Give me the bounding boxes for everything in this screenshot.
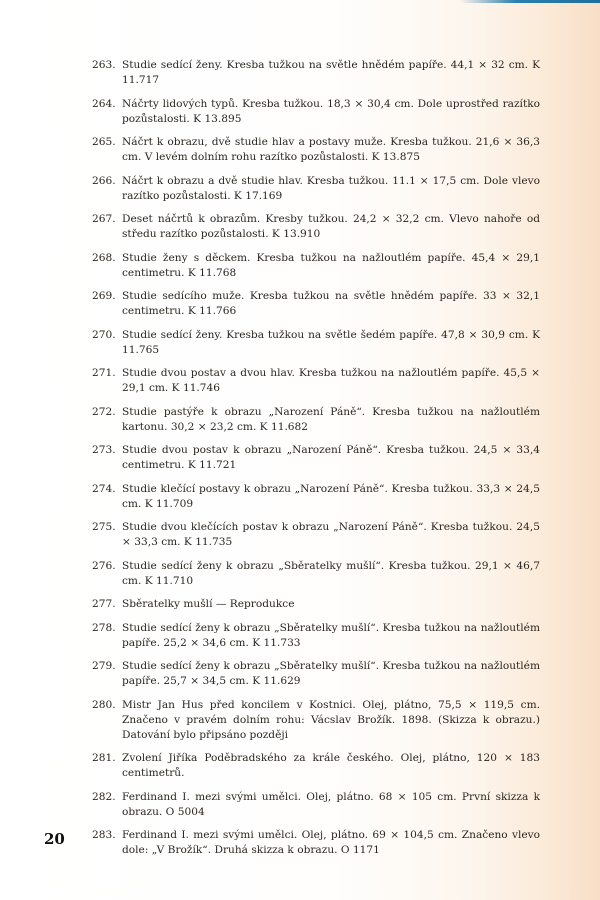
catalog-entry — [92, 366, 540, 396]
catalog-entry — [92, 559, 540, 589]
catalog-entry — [92, 58, 540, 88]
entry-number: 275. — [92, 521, 116, 533]
entry-number: 271. — [92, 367, 116, 379]
catalog-list — [92, 58, 540, 867]
entry-number: 263. — [92, 59, 116, 71]
entry-text: Ferdinand I. mezi svými umělci. Olej, plátno. 68 × 105 cm. První skizza k obrazu. O 5004 — [122, 790, 540, 818]
entry-number: 273. — [92, 444, 116, 456]
page-number: 20 — [44, 830, 65, 848]
catalog-entry — [92, 659, 540, 689]
catalog-entry — [92, 621, 540, 651]
catalog-entry — [92, 174, 540, 204]
entry-number: 266. — [92, 174, 116, 187]
catalog-entry — [92, 289, 540, 319]
entry-number: 281. — [92, 752, 116, 764]
entry-text: Studie sedícího muže. Kresba tužkou na světle hnědém papíře. 33 × 32,1 centimetru. K 11.766 — [122, 290, 540, 317]
page-edge-decoration — [460, 0, 600, 3]
entry-text: Studie pastýře k obrazu „Narození Páně“. Kresba tužkou na nažloutlém kartonu. 30,2 × 23,2 cm. K 11.682 — [122, 405, 540, 433]
entry-text: Studie sedící ženy k obrazu „Sběratelky mušlí“. Kresba tužkou na nažloutlém papíře. 25,2 × 34,6 cm. K 11.733 — [122, 621, 540, 649]
entry-number: 276. — [92, 559, 116, 572]
catalog-entry — [92, 698, 540, 743]
entry-text: Náčrt k obrazu a dvě studie hlav. Kresba tužkou. 11.1 × 17,5 cm. Dole vlevo razítko pozůstalosti. K 17.169 — [122, 174, 540, 202]
catalog-entry — [92, 405, 540, 435]
entry-text: Náčrt k obrazu, dvě studie hlav a postavy muže. Kresba tužkou. 21,6 × 36,3 cm. V levém dolním rohu razítko pozůstalosti. K 13.875 — [122, 136, 540, 163]
entry-number: 264. — [92, 97, 116, 110]
entry-number: 269. — [92, 290, 116, 302]
catalog-entry — [92, 97, 540, 127]
entry-text: Studie sedící ženy k obrazu „Sběratelky mušlí“. Kresba tužkou. 29,1 × 46,7 cm. K 11.710 — [122, 559, 540, 587]
entry-text: Studie klečící postavy k obrazu „Narození Páně“. Kresba tužkou. 33,3 × 24,5 cm. K 11.709 — [122, 482, 540, 510]
entry-text: Studie sedící ženy. Kresba tužkou na světle šedém papíře. 47,8 × 30,9 cm. K 11.765 — [122, 328, 540, 356]
entry-number: 274. — [92, 482, 116, 495]
entry-text: Studie dvou postav a dvou hlav. Kresba tužkou na nažloutlém papíře. 45,5 × 29,1 cm. K 11.746 — [122, 367, 540, 394]
entry-number: 282. — [92, 790, 116, 803]
entry-text: Náčrty lidových typů. Kresba tužkou. 18,3 × 30,4 cm. Dole uprostřed razítko pozůstalosti. K 13.895 — [122, 97, 540, 125]
entry-number: 277. — [92, 598, 116, 610]
catalog-entry — [92, 520, 540, 550]
catalog-entry — [92, 482, 540, 512]
catalog-entry — [92, 597, 540, 612]
entry-number: 283. — [92, 829, 116, 841]
catalog-entry — [92, 751, 540, 781]
entry-number: 272. — [92, 405, 116, 418]
entry-number: 270. — [92, 328, 116, 341]
entry-text: Studie sedící ženy. Kresba tužkou na světle hnědém papíře. 44,1 × 32 cm. K 11.717 — [122, 59, 540, 86]
catalog-entry — [92, 251, 540, 281]
entry-text: Sběratelky mušlí — Reprodukce — [122, 598, 295, 610]
entry-text: Mistr Jan Hus před koncilem v Kostnici. Olej, plátno, 75,5 × 119,5 cm. Značeno v pravém dolním rohu: Vácslav Brožík. 1898. (Skizza k obrazu.) Datování bylo připsáno později — [122, 698, 540, 741]
entry-text: Studie ženy s děckem. Kresba tužkou na nažloutlém papíře. 45,4 × 29,1 centimetru. K 11.768 — [122, 251, 540, 279]
entry-number: 267. — [92, 213, 116, 225]
entry-text: Studie dvou postav k obrazu „Narození Páně“. Kresba tužkou. 24,5 × 33,4 centimetru. K 11.721 — [122, 444, 540, 471]
entry-number: 279. — [92, 660, 116, 672]
entry-text: Studie sedící ženy k obrazu „Sběratelky mušlí“. Kresba tužkou na nažloutlém papíře. 25,7 × 34,5 cm. K 11.629 — [122, 660, 540, 687]
entry-text: Studie dvou klečících postav k obrazu „Narození Páně“. Kresba tužkou. 24,5 × 33,3 cm. K 11.735 — [122, 521, 540, 548]
catalog-entry — [92, 212, 540, 242]
catalog-entry — [92, 135, 540, 165]
entry-text: Zvolení Jiříka Poděbradského za krále českého. Olej, plátno, 120 × 183 centimetrů. — [122, 752, 540, 779]
catalog-entry — [92, 328, 540, 358]
entry-number: 268. — [92, 251, 116, 264]
entry-number: 280. — [92, 698, 116, 711]
entry-number: 265. — [92, 136, 116, 148]
entry-text: Ferdinand I. mezi svými umělci. Olej, plátno. 69 × 104,5 cm. Značeno vlevo dole: „V Brožík“. Druhá skizza k obrazu. O 1171 — [122, 829, 540, 856]
catalog-entry — [92, 828, 540, 858]
entry-number: 278. — [92, 621, 116, 634]
catalog-entry — [92, 443, 540, 473]
entry-text: Deset náčrtů k obrazům. Kresby tužkou. 24,2 × 32,2 cm. Vlevo nahoře od středu razítko pozůstalosti. K 13.910 — [122, 213, 540, 240]
catalog-entry — [92, 790, 540, 820]
